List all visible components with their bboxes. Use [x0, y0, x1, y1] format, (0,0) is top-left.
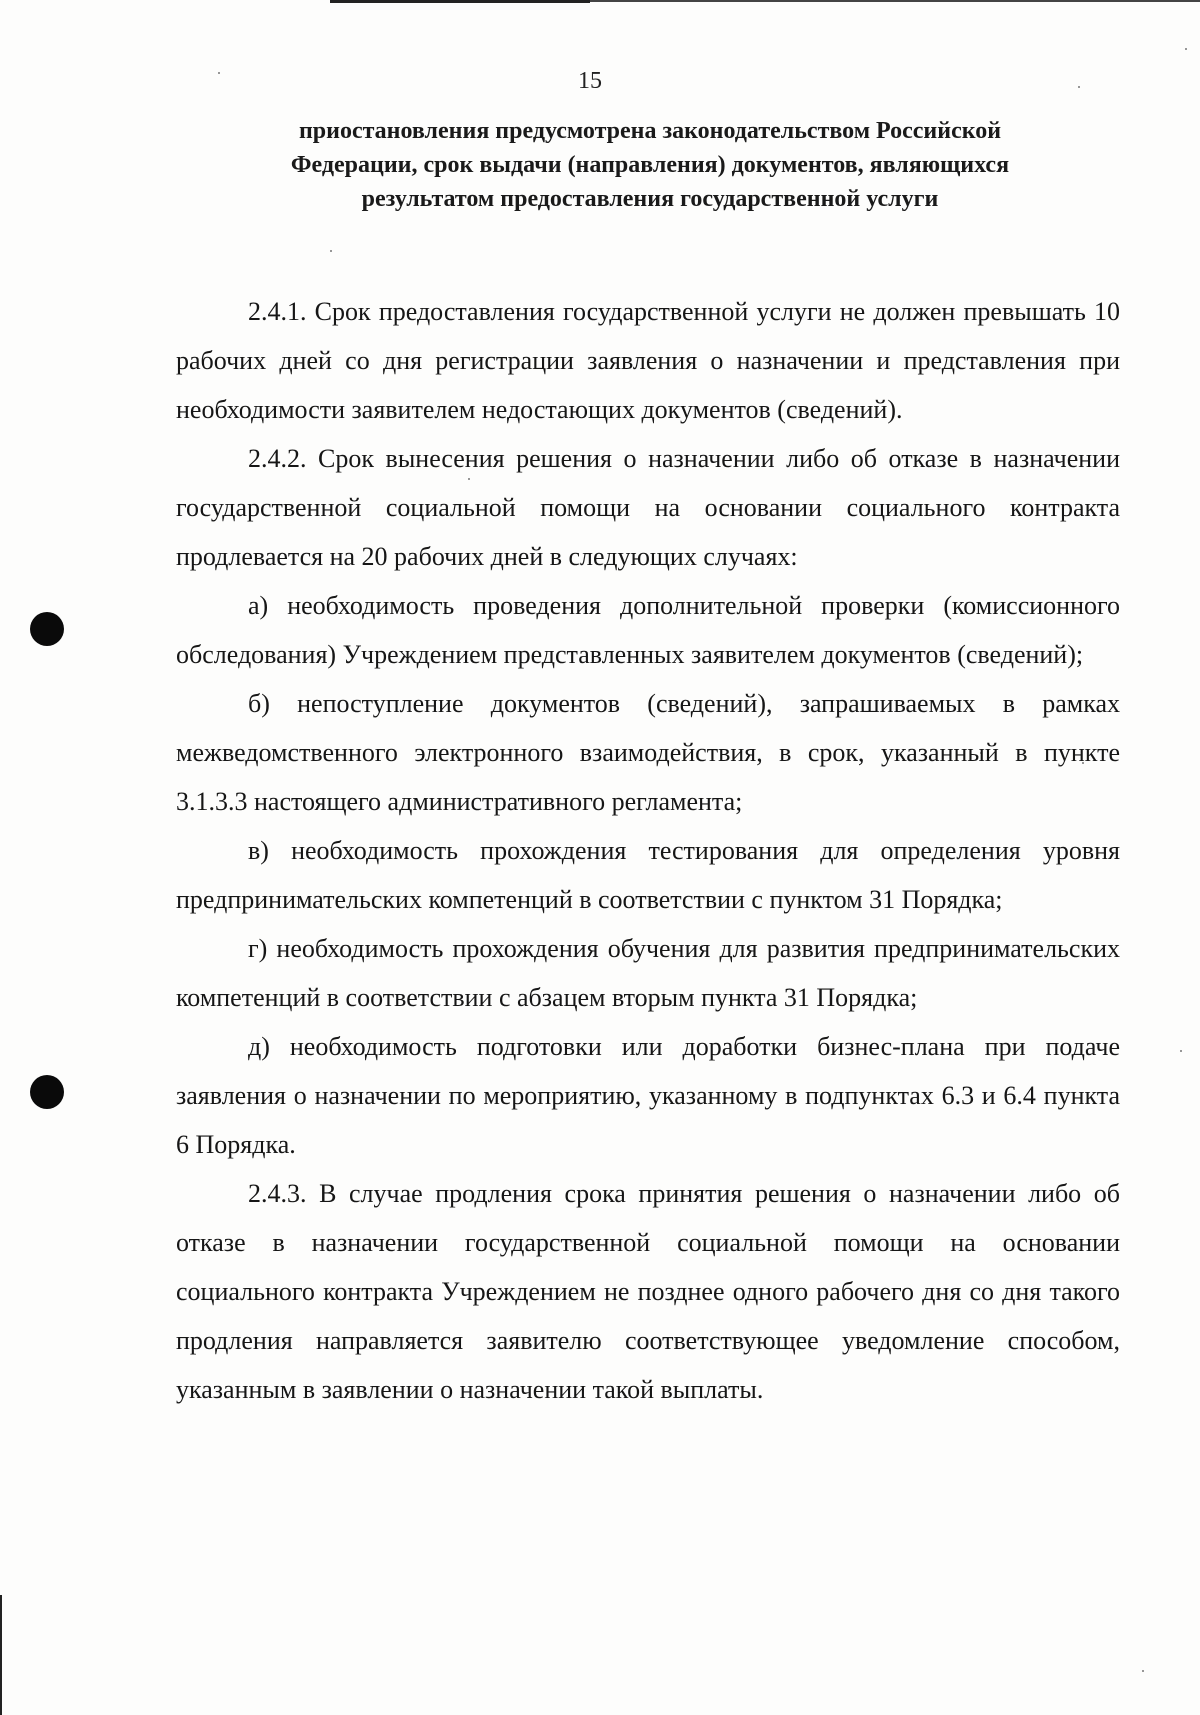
list-item-a: а) необходимость проведения дополнительной проверки (комиссионного обследования) Учреждением представленных заявителем документов (сведений);	[176, 591, 1120, 669]
scan-speck	[1142, 1670, 1144, 1672]
scan-edge-mark	[330, 0, 590, 3]
heading-line: приостановления предусмотрена законодательством Российской	[298, 118, 1002, 144]
heading-line: результатом предоставления государственной услуги	[361, 186, 939, 212]
scan-edge-line-left	[0, 1595, 2, 1715]
page-number: 15	[578, 68, 602, 94]
list-item-b: б) непоступление документов (сведений), запрашиваемых в рамках межведомственного электронного взаимодействия, в срок, указанный в пункте 3.1.3.3 настоящего административного регламента;	[176, 689, 1120, 816]
body-text	[176, 287, 1120, 1414]
punch-hole-lower	[30, 1075, 64, 1109]
list-item-d: д) необходимость подготовки или доработки бизнес-плана при подаче заявления о назначении по мероприятию, указанному в подпунктах 6.3 и 6.4 пункта 6 Порядка.	[176, 1032, 1120, 1159]
list-item-g: г) необходимость прохождения обучения для развития предпринимательских компетенций в соответствии с абзацем вторым пункта 31 Порядка;	[176, 934, 1120, 1012]
scan-speck	[1185, 48, 1187, 50]
punch-hole-upper	[30, 612, 64, 646]
scan-speck	[1078, 86, 1080, 88]
scan-speck	[1180, 1050, 1182, 1052]
scan-speck	[218, 72, 220, 74]
section-heading	[170, 114, 1130, 216]
paragraph-2-4-2: 2.4.2. Срок вынесения решения о назначении либо об отказе в назначении государственной социальной помощи на основании социального контракта продлевается на 20 рабочих дней в следующих случаях:	[176, 444, 1120, 571]
scan-speck	[330, 250, 332, 252]
paragraph-2-4-3: 2.4.3. В случае продления срока принятия решения о назначении либо об отказе в назначении государственной социальной помощи на основании социального контракта Учреждением не позднее одного рабочего дня со дня такого продления направляется заявителю соответствующее уведомление способом, указанным в заявлении о назначении такой выплаты.	[176, 1179, 1120, 1404]
heading-line: Федерации, срок выдачи (направления) документов, являющихся	[290, 152, 1010, 178]
list-item-v: в) необходимость прохождения тестирования для определения уровня предпринимательских компетенций в соответствии с пунктом 31 Порядка;	[176, 836, 1120, 914]
paragraph-2-4-1: 2.4.1. Срок предоставления государственной услуги не должен превышать 10 рабочих дней со дня регистрации заявления о назначении и представления при необходимости заявителем недостающих документов (сведений).	[176, 297, 1120, 424]
